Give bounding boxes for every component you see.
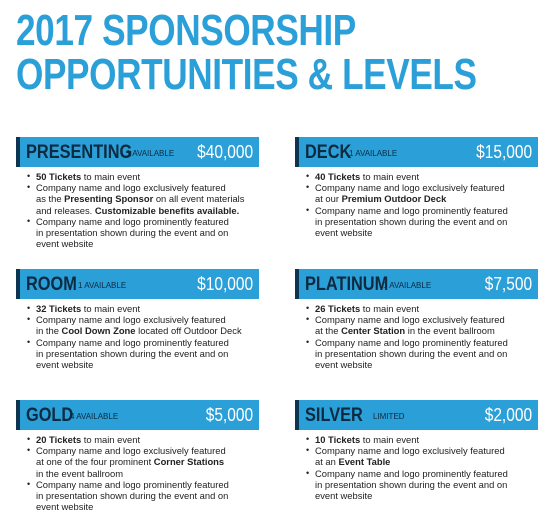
benefit-item: • 26 Tickets to main event: [295, 303, 538, 314]
level-availability: 1 AVAILABLE: [349, 149, 398, 158]
level-price: $40,000: [197, 142, 253, 162]
level-price: $5,000: [205, 405, 253, 425]
level-name: GOLD: [26, 405, 74, 426]
benefit-item-continuation: event website: [36, 238, 94, 250]
benefit-list: [295, 171, 538, 238]
benefit-item: • Company name and logo exclusively featured: [16, 314, 259, 325]
level-name: SILVER: [305, 405, 363, 426]
level-header: [16, 400, 259, 430]
level-header: [16, 269, 259, 299]
level-header: [295, 269, 538, 299]
benefit-item: • Company name and logo prominently featured: [295, 205, 538, 216]
benefit-item-continuation: event website: [315, 490, 373, 502]
benefit-item-continuation: in the Cool Down Zone located off Outdoor Deck: [36, 325, 242, 337]
level-card-platinum: [295, 269, 538, 370]
benefit-item-continuation: and releases. Customizable benefits available.: [36, 204, 240, 216]
level-availability: LIMITED: [373, 412, 405, 421]
benefit-item: • 10 Tickets to main event: [295, 434, 538, 445]
level-card-room: [16, 269, 259, 370]
benefit-item-continuation: event website: [315, 359, 373, 371]
level-header: [295, 137, 538, 167]
benefit-item-continuation: at the Center Station in the event ballroom: [315, 325, 495, 337]
benefit-item: • Company name and logo exclusively featured: [295, 445, 538, 456]
benefit-item-continuation: in presentation shown during the event and on: [36, 227, 229, 239]
level-card-deck: [295, 137, 538, 238]
level-availability: 4 AVAILABLE: [70, 412, 119, 421]
level-availability: 1 AVAILABLE: [126, 149, 175, 158]
benefit-item-continuation: as the Presenting Sponsor on all event materials: [36, 193, 245, 205]
benefit-item: • Company name and logo exclusively featured: [295, 314, 538, 325]
benefit-item: • 32 Tickets to main event: [16, 303, 259, 314]
benefit-list: [295, 303, 538, 370]
benefit-item: • Company name and logo exclusively featured: [16, 182, 259, 193]
level-price: $2,000: [484, 405, 532, 425]
benefit-list: [295, 434, 538, 501]
level-price: $15,000: [476, 142, 532, 162]
benefit-item: • Company name and logo prominently featured: [16, 479, 259, 490]
benefit-item: • Company name and logo exclusively featured: [16, 445, 259, 456]
benefit-item: • 20 Tickets to main event: [16, 434, 259, 445]
level-card-gold: [16, 400, 259, 512]
benefit-item: • 50 Tickets to main event: [16, 171, 259, 182]
level-price: $10,000: [197, 274, 253, 294]
benefit-item-continuation: in presentation shown during the event and on: [315, 215, 508, 227]
benefit-item-continuation: in presentation shown during the event and on: [36, 490, 229, 502]
benefit-item-continuation: in presentation shown during the event and on: [36, 347, 229, 359]
level-availability: 1 AVAILABLE: [78, 281, 127, 290]
benefit-item: • Company name and logo prominently featured: [295, 337, 538, 348]
benefit-item: • Company name and logo exclusively featured: [295, 182, 538, 193]
level-card-presenting: [16, 137, 259, 249]
level-name: PLATINUM: [305, 274, 389, 295]
benefit-item-continuation: in the event ballroom: [36, 467, 124, 479]
level-availability: 1 AVAILABLE: [383, 281, 432, 290]
benefit-item-continuation: event website: [36, 501, 94, 513]
benefit-item: • Company name and logo prominently featured: [295, 468, 538, 479]
page-title: [16, 6, 477, 99]
level-price: $7,500: [484, 274, 532, 294]
benefit-item-continuation: in presentation shown during the event and on: [315, 347, 508, 359]
benefit-item-continuation: event website: [315, 227, 373, 239]
benefit-item: • Company name and logo prominently featured: [16, 216, 259, 227]
benefit-list: [16, 434, 259, 512]
benefit-item: • 40 Tickets to main event: [295, 171, 538, 182]
benefit-item-continuation: at an Event Table: [315, 456, 391, 468]
benefit-item-continuation: at our Premium Outdoor Deck: [315, 193, 447, 205]
level-name: PRESENTING: [26, 142, 133, 163]
benefit-item-continuation: event website: [36, 359, 94, 371]
level-name: DECK: [305, 142, 352, 163]
level-header: [295, 400, 538, 430]
level-card-silver: [295, 400, 538, 501]
benefit-item-continuation: at one of the four prominent Corner Stations: [36, 456, 225, 468]
level-name: ROOM: [26, 274, 77, 295]
level-header: [16, 137, 259, 167]
title-line-1: 2017 SPONSORSHIP: [16, 6, 356, 55]
benefit-item-continuation: in presentation shown during the event and on: [315, 478, 508, 490]
benefit-item: • Company name and logo prominently featured: [16, 337, 259, 348]
benefit-list: [16, 171, 259, 249]
title-line-2: OPPORTUNITIES & LEVELS: [16, 50, 477, 99]
benefit-list: [16, 303, 259, 370]
